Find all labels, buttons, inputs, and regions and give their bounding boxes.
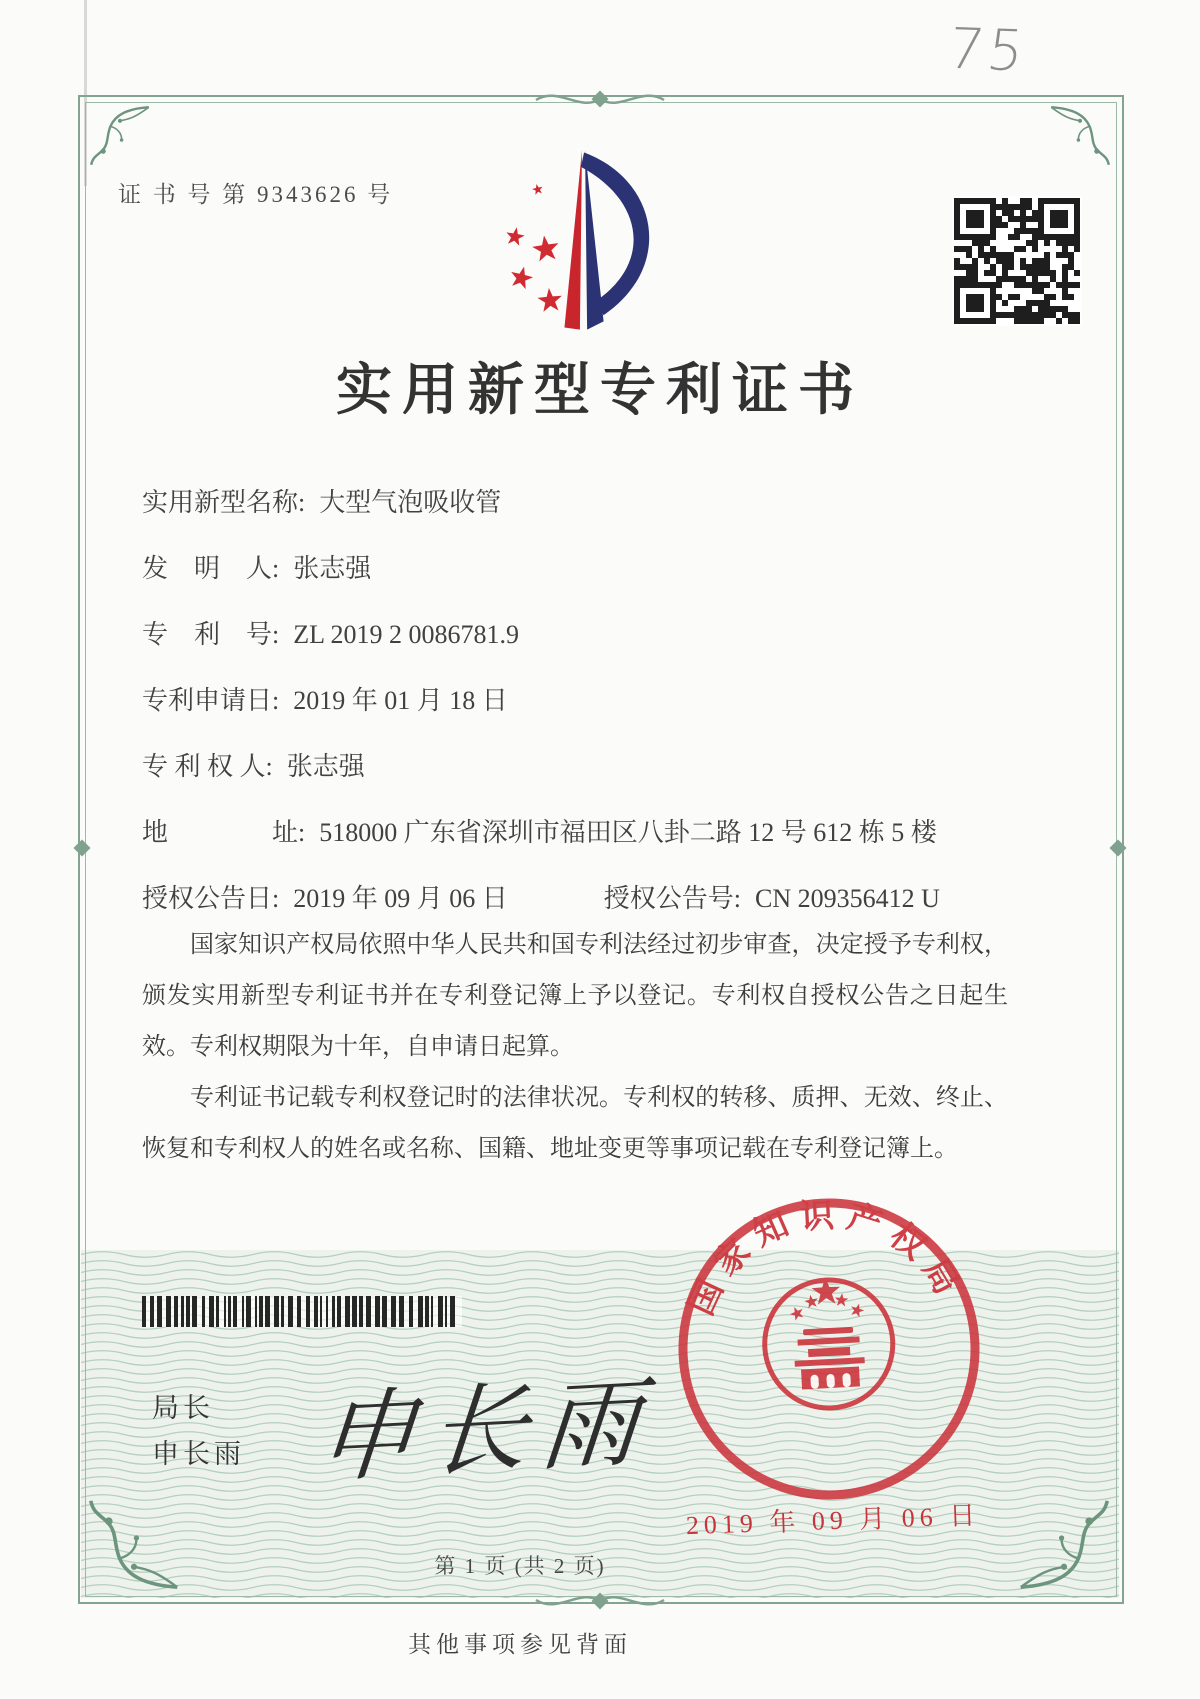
commissioner-autograph: 申长雨 bbox=[312, 1368, 658, 1496]
left-edge-diamond-icon bbox=[74, 840, 91, 857]
field-label: 专利申请日: bbox=[142, 686, 280, 715]
national-emblem-icon bbox=[761, 1274, 896, 1412]
photo-paper-edge bbox=[84, 0, 87, 186]
barcode bbox=[142, 1296, 462, 1327]
qr-code bbox=[952, 196, 1082, 326]
handwritten-note: 75 bbox=[943, 16, 1032, 85]
field-patent-number bbox=[142, 602, 1042, 668]
field-value: 518000 广东省深圳市福田区八卦二路 12 号 612 栋 5 楼 bbox=[319, 818, 937, 847]
field-value: 张志强 bbox=[293, 554, 372, 583]
legal-paragraph-2: 专利证书记载专利权登记时的法律状况。专利权的转移、质押、无效、终止、恢复和专利权人的姓名或名称、国籍、地址变更等事项记载在专利登记簿上。 bbox=[142, 1085, 1008, 1162]
field-address bbox=[142, 800, 1042, 866]
field-value: 2019 年 09 月 06 日 bbox=[293, 884, 508, 913]
svg-text:国家知识产权局 bbox=[677, 1190, 971, 1323]
certificate-number: 证 书 号 第 9343626 号 bbox=[118, 182, 394, 207]
corner-ornament-icon bbox=[86, 1496, 182, 1592]
field-label: 授权公告号: bbox=[603, 884, 741, 913]
field-patentee bbox=[142, 734, 1042, 800]
official-seal bbox=[653, 1173, 1004, 1524]
qr-finder-icon bbox=[1038, 198, 1080, 240]
commissioner-role-label: 局长 bbox=[152, 1393, 214, 1423]
field-label: 授权公告日: bbox=[142, 884, 280, 913]
legal-text bbox=[142, 920, 1008, 1175]
qr-finder-icon bbox=[954, 198, 996, 240]
cnipa-logo-icon bbox=[480, 142, 686, 338]
commissioner-name-label: 申长雨 bbox=[152, 1439, 245, 1469]
field-inventor bbox=[142, 536, 1042, 602]
right-edge-diamond-icon bbox=[1110, 840, 1127, 857]
field-value: ZL 2019 2 0086781.9 bbox=[293, 620, 520, 649]
back-side-note: 其他事项参见背面 bbox=[408, 1632, 632, 1657]
corner-ornament-icon bbox=[1048, 104, 1112, 168]
field-value: 2019 年 01 月 18 日 bbox=[293, 686, 508, 715]
field-list bbox=[142, 470, 1042, 932]
field-value: CN 209356412 U bbox=[754, 884, 940, 913]
qr-finder-icon bbox=[954, 282, 996, 324]
page-indicator: 第 1 页 (共 2 页) bbox=[434, 1554, 606, 1578]
field-label: 地 址: bbox=[142, 818, 306, 847]
field-utility-model-name bbox=[142, 470, 1042, 536]
legal-paragraph-1: 国家知识产权局依照中华人民共和国专利法经过初步审查，决定授予专利权，颁发实用新型专利证书并在专利登记簿上予以登记。专利权自授权公告之日起生效。专利权期限为十年，自申请日起算。 bbox=[142, 932, 1008, 1060]
corner-ornament-icon bbox=[88, 104, 152, 168]
field-label: 专 利 权 人: bbox=[142, 752, 273, 781]
field-value: 大型气泡吸收管 bbox=[319, 488, 502, 517]
field-application-date bbox=[142, 668, 1042, 734]
field-label: 发 明 人: bbox=[142, 554, 280, 583]
field-label: 专 利 号: bbox=[142, 620, 280, 649]
certificate-title: 实用新型专利证书 bbox=[336, 360, 864, 422]
top-edge-ornament-icon bbox=[530, 84, 670, 114]
bottom-edge-ornament-icon bbox=[530, 1586, 670, 1616]
field-value: 张志强 bbox=[286, 752, 365, 781]
corner-ornament-icon bbox=[1016, 1496, 1112, 1592]
field-label: 实用新型名称: bbox=[142, 488, 306, 517]
seal-date: 2019 年 09 月 06 日 bbox=[685, 1500, 981, 1541]
seal-org-text: 国家知识产权局 bbox=[682, 1197, 970, 1321]
